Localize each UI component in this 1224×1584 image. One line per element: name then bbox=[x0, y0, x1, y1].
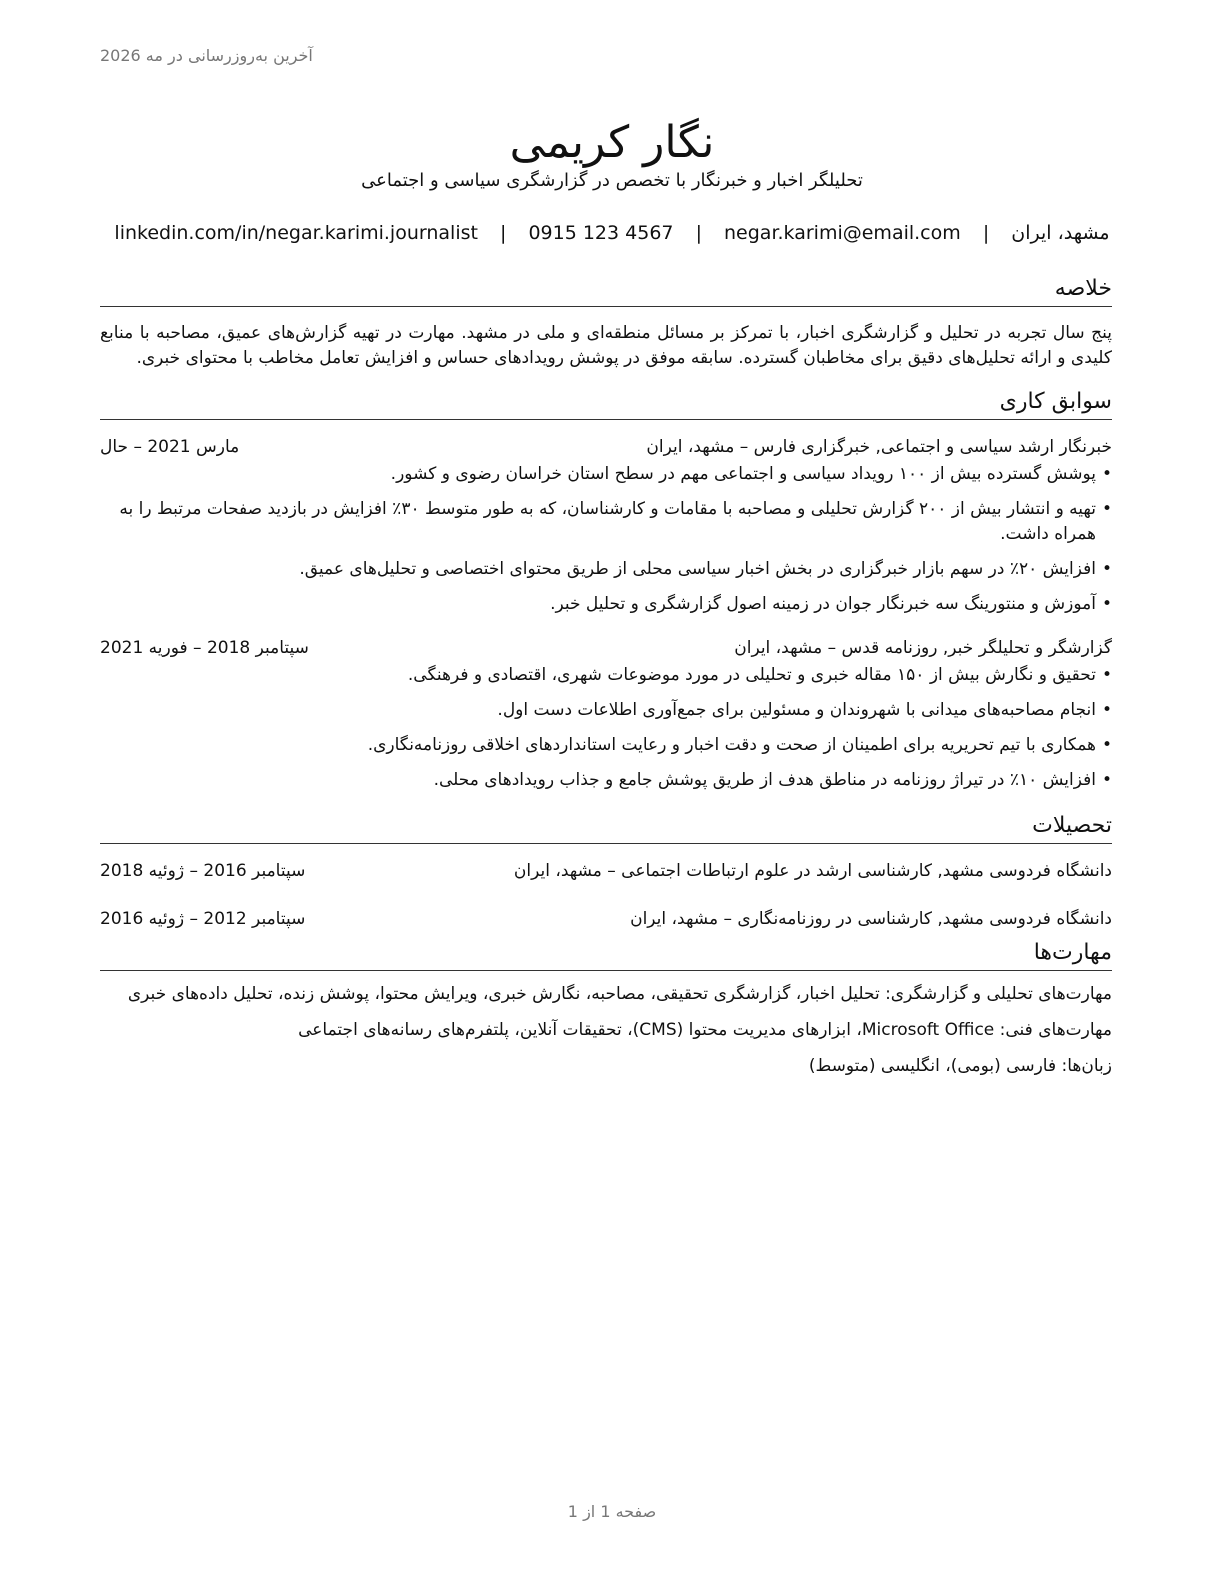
job-bullets bbox=[100, 663, 1112, 793]
page-number: صفحه 1 از 1 bbox=[567, 1502, 657, 1521]
job-dates: سپتامبر 2018 – فوریه 2021 bbox=[100, 638, 309, 658]
education-title: دانشگاه فردوسی مشهد, کارشناسی در روزنامه‌نگاری – مشهد، ایران bbox=[630, 909, 1112, 929]
job-title: خبرنگار ارشد سیاسی و اجتماعی, خبرگزاری فارس – مشهد، ایران bbox=[646, 437, 1112, 457]
job-end-date: حال bbox=[100, 437, 129, 457]
contact-linkedin[interactable]: linkedin.com/in/negar.karimi.journalist bbox=[114, 222, 478, 244]
contact-separator: | bbox=[695, 222, 702, 244]
job-dates: مارس 2021 – حال bbox=[100, 437, 240, 457]
education-start-date: سپتامبر 2012 bbox=[203, 909, 306, 929]
experience-section bbox=[100, 387, 1112, 793]
job-entry bbox=[100, 635, 1112, 793]
job-header bbox=[100, 635, 1112, 661]
education-section bbox=[100, 811, 1112, 932]
skill-line: مهارت‌های تحلیلی و گزارشگری: تحلیل اخبار، گزارشگری تحقیقی، مصاحبه، نگارش خبری، ویرایش محتوا، پوشش زنده، تحلیل داده‌های خبری bbox=[127, 984, 1112, 1004]
education-entry bbox=[100, 906, 1112, 932]
contact-email[interactable]: negar.karimi@email.com bbox=[724, 222, 961, 244]
education-end-date: ژوئیه 2018 bbox=[100, 861, 185, 881]
summary-section bbox=[100, 274, 1112, 371]
education-dates: سپتامبر 2016 – ژوئیه 2018 bbox=[100, 861, 306, 881]
candidate-name: نگار کریمی bbox=[509, 117, 715, 169]
job-bullets bbox=[100, 462, 1112, 617]
job-bullet: • انجام مصاحبه‌های میدانی با شهروندان و مسئولین برای جمع‌آوری اطلاعات دست اول. bbox=[100, 698, 1112, 723]
job-bullet: • تحقیق و نگارش بیش از ۱۵۰ مقاله خبری و تحلیلی در مورد موضوعات شهری، اقتصادی و فرهنگی. bbox=[100, 663, 1112, 688]
education-entry bbox=[100, 858, 1112, 884]
contact-separator: | bbox=[982, 222, 990, 244]
education-start-date: سپتامبر 2016 bbox=[203, 861, 306, 881]
summary-text: پنج سال تجربه در تحلیل و گزارشگری اخبار، با تمرکز بر مسائل منطقه‌ای و ملی در مشهد. مهارت در تهیه گزارش‌های عمیق، مصاحبه با منابع کلیدی و ارائه تحلیل‌های دقیق برای مخاطبان گسترده. سابقه موفق در پوشش رویدادهای حساس و افزایش تعامل مخاطب با محتوای خبری. bbox=[100, 323, 1112, 368]
resume-content bbox=[100, 274, 1112, 1079]
education-heading: تحصیلات bbox=[100, 811, 1112, 844]
job-start-date: مارس 2021 bbox=[147, 437, 240, 457]
job-title: گزارشگر و تحلیلگر خبر, روزنامه قدس – مشهد، ایران bbox=[734, 638, 1112, 658]
job-start-date: سپتامبر 2018 bbox=[206, 638, 309, 658]
candidate-tagline: تحلیلگر اخبار و خبرنگار با تخصص در گزارشگری سیاسی و اجتماعی bbox=[361, 170, 863, 191]
contact-location: مشهد، ایران bbox=[1011, 222, 1110, 244]
job-bullet: • همکاری با تیم تحریریه برای اطمینان از صحت و دقت اخبار و رعایت استانداردهای اخلاقی روزنامه‌نگاری. bbox=[100, 733, 1112, 758]
education-end-date: ژوئیه 2016 bbox=[100, 909, 185, 929]
job-end-date: فوریه 2021 bbox=[100, 638, 188, 658]
contact-separator: | bbox=[500, 222, 507, 244]
experience-heading: سوابق کاری bbox=[100, 387, 1112, 420]
education-title: دانشگاه فردوسی مشهد, کارشناسی ارشد در علوم ارتباطات اجتماعی – مشهد، ایران bbox=[513, 861, 1112, 881]
skill-line: مهارت‌های فنی: Microsoft Office، ابزارهای مدیریت محتوا (CMS)، تحقیقات آنلاین، پلتفرم‌های رسانه‌های اجتماعی bbox=[298, 1020, 1112, 1040]
skills-heading: مهارت‌ها bbox=[100, 938, 1112, 971]
job-entry bbox=[100, 434, 1112, 617]
contact-line bbox=[100, 222, 1124, 244]
job-bullet: • افزایش ۱۰٪ در تیراژ روزنامه در مناطق هدف از طریق پوشش جامع و جذاب رویدادهای محلی. bbox=[100, 768, 1112, 793]
job-bullet: • افزایش ۲۰٪ در سهم بازار خبرگزاری در بخش اخبار سیاسی محلی از طریق محتوای اختصاصی و تحلیل‌های عمیق. bbox=[100, 557, 1112, 582]
education-dates: سپتامبر 2012 – ژوئیه 2016 bbox=[100, 909, 306, 929]
skills-section bbox=[100, 938, 1112, 1079]
summary-heading: خلاصه bbox=[100, 274, 1112, 307]
contact-phone: 0915 123 4567 bbox=[528, 222, 674, 244]
job-bullet: • تهیه و انتشار بیش از ۲۰۰ گزارش تحلیلی و مصاحبه با مقامات و کارشناسان، که به طور متوسط ۳۰٪ افزایش در بازدید صفحات مرتبط را به همراه داشت. bbox=[100, 497, 1112, 547]
job-bullet: • آموزش و منتورینگ سه خبرنگار جوان در زمینه اصول گزارشگری و تحلیل خبر. bbox=[100, 592, 1112, 617]
last-updated-note: آخرین به‌روزرسانی در مه 2026 bbox=[100, 46, 313, 65]
skill-line: زبان‌ها: فارسی (بومی)، انگلیسی (متوسط) bbox=[808, 1056, 1112, 1076]
job-header bbox=[100, 434, 1112, 460]
job-bullet: • پوشش گسترده بیش از ۱۰۰ رویداد سیاسی و اجتماعی مهم در سطح استان خراسان رضوی و کشور. bbox=[100, 462, 1112, 487]
